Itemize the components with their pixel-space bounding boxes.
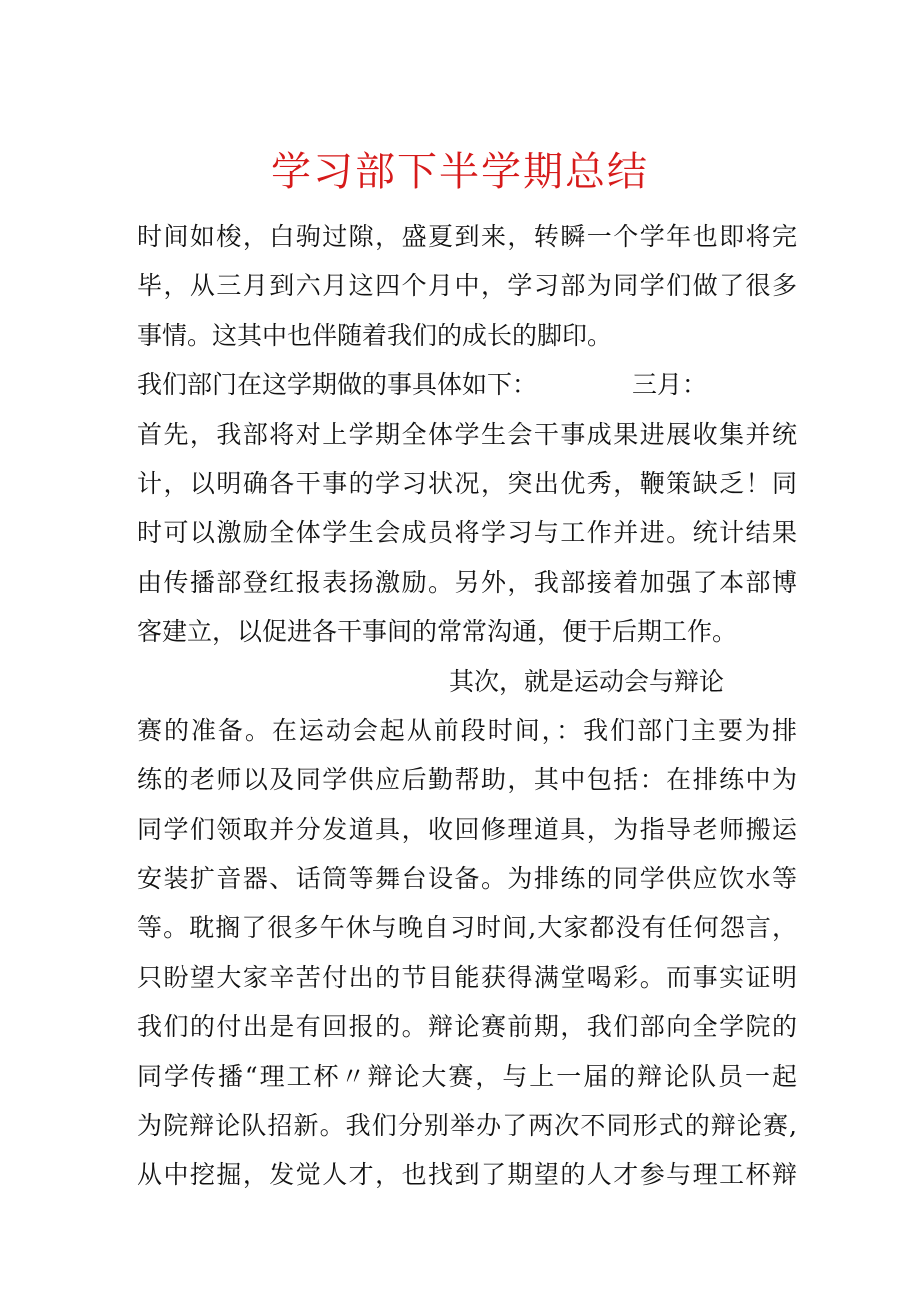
body-line: 赛的准备。在运动会起从前段时间，：我们部门主要为排 xyxy=(137,715,797,745)
section-heading-march: 三月： xyxy=(632,370,708,400)
body-line: 毕，从三月到六月这四个月中，学习部为同学们做了很多 xyxy=(137,271,797,301)
body-line: 同学传播“理工杯〃辩论大赛，与上一届的辩论队员一起 xyxy=(137,1061,797,1091)
body-line: 计，以明确各干事的学习状况，突出优秀，鞭策缺乏！同 xyxy=(137,468,797,498)
body-line: 同学们领取并分发道具，收回修理道具，为指导老师搬运 xyxy=(137,814,797,844)
body-line: 我们的付出是有回报的。辩论赛前期，我们部向全学院的 xyxy=(137,1012,797,1042)
document-title: 学习部下半学期总结 xyxy=(271,149,649,195)
body-line: 为院辩论队招新。我们分别举办了两次不同形式的辩论赛, xyxy=(137,1111,797,1141)
body-line: 从中挖掘，发觉人才，也找到了期望的人才参与理工杯辩 xyxy=(137,1160,797,1190)
body-line-text: 其次，就是运动会与辩论 xyxy=(449,666,725,696)
document-body xyxy=(137,212,797,1200)
body-line-with-heading xyxy=(137,360,797,409)
body-line: 事情。这其中也伴随着我们的成长的脚印。 xyxy=(137,320,613,350)
body-line: 首先，我部将对上学期全体学生会干事成果进展收集并统 xyxy=(137,419,797,449)
body-line: 由传播部登红报表扬激励。另外，我部接着加强了本部博 xyxy=(137,567,797,597)
body-line-indented xyxy=(137,657,797,706)
body-line: 只盼望大家辛苦付出的节目能获得满堂喝彩。而事实证明 xyxy=(137,962,797,992)
body-line: 等。耽搁了很多午休与晚自习时间,大家都没有任何怨言， xyxy=(137,913,797,943)
body-line: 时可以激励全体学生会成员将学习与工作并进。统计结果 xyxy=(137,518,797,548)
body-line: 练的老师以及同学供应后勤帮助，其中包括：在排练中为 xyxy=(137,765,797,795)
body-line-text: 我们部门在这学期做的事具体如下： xyxy=(137,370,538,400)
body-line: 时间如梭，白驹过隙，盛夏到来，转瞬一个学年也即将完 xyxy=(137,222,797,251)
body-line: 安装扩音器、话筒等舞台设备。为排练的同学供应饮水等 xyxy=(137,864,797,894)
body-line: 客建立，以促进各干事间的常常沟通，便于后期工作。 xyxy=(137,617,738,647)
